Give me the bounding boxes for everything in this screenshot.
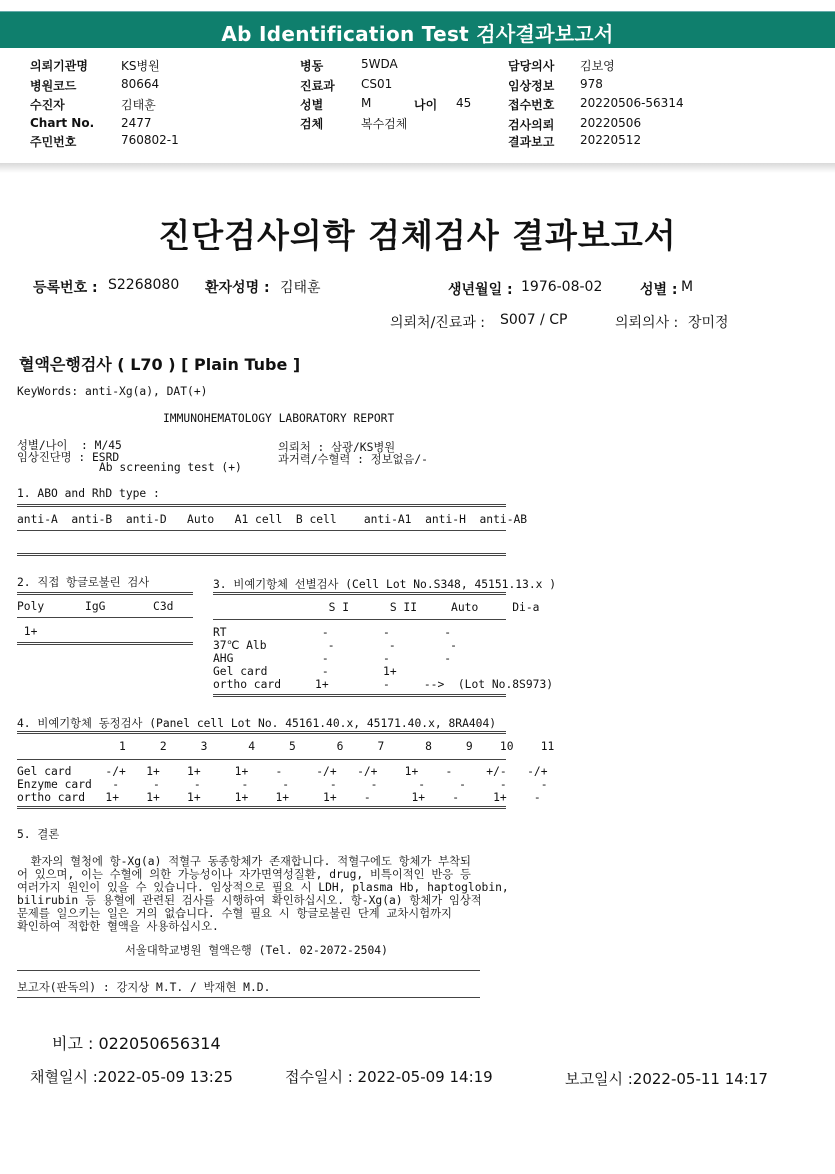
report-sex-label: 성별 :: [640, 282, 678, 298]
screening-row: 37℃ Alb - - -: [213, 639, 457, 652]
divider: [17, 997, 480, 998]
chart-no-label: Chart No.: [30, 116, 95, 130]
result-report-label: 결과보고: [508, 135, 555, 149]
requester: 의뢰처 : 삼광/KS병원: [278, 441, 396, 454]
resident-no-value: 760802-1: [121, 133, 179, 147]
dob-value: 1976-08-02: [521, 279, 603, 295]
panel-row: Gel card -/+ 1+ 1+ 1+ - -/+ -/+ 1+ - +/- -/+: [17, 765, 548, 778]
sex-age: 성별/나이 : M/45: [17, 439, 122, 452]
age-value: 45: [456, 96, 472, 110]
divider: [17, 530, 506, 531]
client-org-value: KS병원: [121, 59, 160, 73]
divider: [17, 759, 506, 760]
ward-label: 병동: [300, 59, 324, 73]
patient-name-label: 환자성명 :: [205, 280, 270, 296]
receipt-no-label: 접수번호: [508, 98, 555, 112]
divider: [213, 592, 506, 595]
lab-report-title: IMMUNOHEMATOLOGY LABORATORY REPORT: [163, 412, 395, 425]
resident-no-label: 주민번호: [30, 135, 77, 149]
divider: [17, 592, 193, 595]
collection-datetime: 채혈일시 :2022-05-09 13:25: [30, 1068, 233, 1086]
divider: [17, 642, 193, 645]
dept-label: 의뢰처/진료과 :: [390, 315, 486, 331]
specimen-value: 복수검체: [361, 117, 408, 131]
clinical-info-value: 978: [580, 77, 603, 91]
report-sex-value: M: [681, 279, 694, 295]
reg-no-value: S2268080: [108, 277, 180, 293]
screening-row: AHG - - -: [213, 652, 452, 665]
conclusion-line: 어 있으며, 이는 수혈에 의한 가능성이나 자가면역성질환, drug, 비특이적인 반응 등: [17, 868, 471, 881]
dept-value: S007 / CP: [500, 312, 568, 328]
abo-header: anti-A anti-B anti-D Auto A1 cell B cell anti-A1 anti-H anti-AB: [17, 513, 528, 526]
section-title: 혈액은행검사 ( L70 ) [ Plain Tube ]: [19, 355, 301, 374]
requesting-doctor-label: 의뢰의사 :: [615, 315, 679, 331]
divider: [17, 504, 506, 507]
client-org-label: 의뢰기관명: [30, 59, 88, 73]
conclusion-line: bilirubin 등 용혈에 관련된 검사를 시행하여 확인하십시오. 항-Xg(a) 항체가 임상적: [17, 894, 482, 907]
panel-section-title: 4. 비예기항체 동정검사 (Panel cell Lot No. 45161.40.x, 45171.40.x, 8RA404): [17, 717, 497, 730]
conclusion-line: 확인하여 적합한 혈액을 사용하십시오.: [17, 920, 219, 933]
divider: [213, 619, 506, 620]
age-label: 나이: [414, 98, 438, 112]
test-request-value: 20220506: [580, 116, 642, 130]
dat-section-title: 2. 직접 항글로불린 검사: [17, 576, 150, 589]
divider: [17, 731, 506, 734]
receipt-datetime: 접수일시 : 2022-05-09 14:19: [285, 1068, 493, 1086]
requesting-doctor-value: 장미정: [688, 315, 729, 331]
result-report-value: 20220512: [580, 133, 642, 147]
screening-row: Gel card - 1+: [213, 665, 397, 678]
sex-label: 성별: [300, 98, 324, 112]
dat-header: Poly IgG C3d: [17, 600, 174, 613]
department-label: 진료과: [300, 79, 335, 93]
reg-no-label: 등록번호 :: [33, 280, 98, 296]
dat-value: 1+: [17, 625, 38, 638]
report-header-title: Ab Identification Test 검사결과보고서: [221, 22, 614, 46]
chart-no-value: 2477: [121, 116, 152, 130]
test-request-label: 검사의뢰: [508, 118, 555, 132]
keywords: KeyWords: anti-Xg(a), DAT(+): [17, 385, 208, 398]
diagnosis: 임상진단명 : ESRD: [17, 451, 120, 464]
divider: [17, 617, 193, 618]
title-bar: [0, 11, 835, 48]
transfusion-history: 과거력/수혈력 : 정보없음/-: [278, 453, 428, 466]
examinee-label: 수진자: [30, 98, 65, 112]
divider: [17, 970, 480, 971]
clinical-info-label: 임상정보: [508, 79, 555, 93]
panel-row: Enzyme card - - - - - - - - - - -: [17, 778, 548, 791]
diagnosis-detail: Ab screening test (+): [99, 461, 242, 474]
abo-section-title: 1. ABO and RhD type :: [17, 487, 160, 500]
panel-header: 1 2 3 4 5 6 7 8 9 10 11: [17, 740, 555, 753]
page-shadow: [0, 163, 835, 173]
patient-name-value: 김태훈: [280, 280, 321, 296]
receipt-no-value: 20220506-56314: [580, 96, 684, 110]
examinee-value: 김태훈: [121, 98, 156, 112]
panel-row: ortho card 1+ 1+ 1+ 1+ 1+ 1+ - 1+ - 1+ -: [17, 791, 541, 804]
screening-section-title: 3. 비예기항체 선별검사 (Cell Lot No.S348, 45151.13.x ): [213, 578, 557, 591]
screening-row: ortho card 1+ - --> (Lot No.8S973): [213, 678, 554, 691]
attending-doctor-value: 김보영: [580, 59, 615, 73]
sex-value: M: [361, 96, 372, 110]
divider: [213, 694, 506, 697]
screening-header: S I S II Auto Di-a: [213, 601, 540, 614]
hospital-code-label: 병원코드: [30, 79, 77, 93]
conclusion-line: 여러가지 원인이 있을 수 있습니다. 임상적으로 필요 시 LDH, plasma Hb, haptoglobin,: [17, 881, 509, 894]
divider: [17, 553, 506, 556]
conclusion-line: 문제를 일으키는 일은 거의 없습니다. 수혈 필요 시 항글로불린 단계 교차시험까지: [17, 907, 452, 920]
hospital-contact: 서울대학교병원 혈액은행 (Tel. 02-2072-2504): [125, 944, 388, 957]
specimen-label: 검체: [300, 117, 324, 131]
reporter: 보고자(판독의) : 강지상 M.T. / 박재현 M.D.: [17, 981, 271, 994]
report-datetime: 보고일시 :2022-05-11 14:17: [565, 1070, 768, 1088]
remarks: 비고 : 022050656314: [52, 1034, 221, 1053]
ward-value: 5WDA: [361, 57, 398, 71]
conclusion-title: 5. 결론: [17, 828, 60, 841]
dob-label: 생년월일 :: [448, 282, 513, 298]
conclusion-line: 환자의 혈청에 항-Xg(a) 적혈구 동종항체가 존재합니다. 적혈구에도 항체가 부착되: [17, 855, 471, 868]
screening-row: RT - - -: [213, 626, 452, 639]
attending-doctor-label: 담당의사: [508, 59, 555, 73]
divider: [17, 806, 506, 809]
hospital-code-value: 80664: [121, 77, 160, 91]
department-value: CS01: [361, 77, 393, 91]
document-title: 진단검사의학 검체검사 결과보고서: [158, 216, 677, 255]
